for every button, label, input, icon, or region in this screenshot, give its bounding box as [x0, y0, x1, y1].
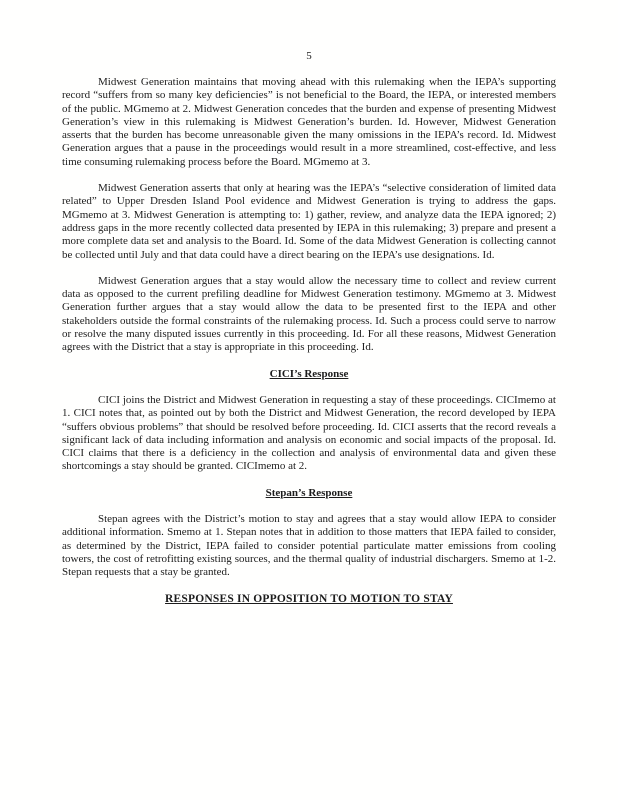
paragraph-midwest-generation-asserts: Midwest Generation asserts that only at hearing was the IEPA’s “selective consideration of limited data related” to Upper Dresden Island Pool evidence and Midwest Generation is trying to address the gaps. MGmemo at 3. Midwest Generation is attempting to: 1) gather, review, and analyze data the IEPA ignored; 2) address gaps in the more recently collected data presented by IEPA in this rulemaking; 3) prepare and present a more complete data set and analysis to the Board. Id. Some of the data Midwest Generation is collecting cannot be collected until July and that data could have a direct bearing on the IEPA’s use designations. Id.: [62, 182, 556, 261]
page-number: 5: [306, 50, 312, 62]
paragraph-midwest-generation-maintains: Midwest Generation maintains that moving ahead with this rulemaking when the IEPA’s supporting record “suffers from so many key deficiencies” is not beneficial to the Board, the IEPA, or interested members of the public. MGmemo at 2. Midwest Generation concedes that the burden and expense of presenting Midwest Generation’s view in this rulemaking is Midwest Generation’s burden. Id. However, Midwest Generation asserts that the burden has become unreasonable given the many omissions in the IEPA’s record. Id. Midwest Generation argues that a pause in the proceedings would result in a more streamlined, cost-effective, and less time consuming rulemaking process before the Board. MGmemo at 3.: [62, 76, 556, 168]
heading-stepan-response: Stepan’s Response: [265, 486, 353, 499]
paragraph-midwest-generation-argues: Midwest Generation argues that a stay would allow the necessary time to collect and review current data as opposed to the current prefiling deadline for Midwest Generation testimony. MGmemo at 3. Midwest Generation further argues that a stay would allow the data to be presented first to the IEPA and other stakeholders outside the formal constraints of the rulemaking process. Id. Such a process could serve to narrow or resolve the many disputed issues currently in this proceeding. Id. For all these reasons, Midwest Generation agrees with the District that a stay is appropriate in this proceeding. Id.: [62, 274, 556, 354]
heading-cici-response: CICI’s Response: [269, 367, 349, 380]
paragraph-stepan-response: Stepan agrees with the District’s motion to stay and agrees that a stay would allow IEPA to consider additional information. Smemo at 1. Stepan notes that in addition to those matters that IEPA failed to consider, as determined by the District, IEPA failed to consider potential particulate matter emissions from cooling towers, the cost of retrofitting existing sources, and the thermal quality of industrial dischargers. Smemo at 1-2. Stepan requests that a stay be granted.: [62, 513, 556, 579]
heading-responses-in-opposition: RESPONSES IN OPPOSITION TO MOTION TO STAY: [165, 592, 453, 605]
paragraph-cici-response: CICI joins the District and Midwest Generation in requesting a stay of these proceedings. CICImemo at 1. CICI notes that, as pointed out by both the District and Midwest Generation, the record developed by IEPA “suffers obvious problems” that should be resolved before proceeding. Id. CICI asserts that the record reveals a significant lack of data including information and analysis on economic and social impacts of the proposal. Id. CICI claims that there is a deficiency in the collection and analysis of environmental data and given these shortcomings a stay should be granted. CICImemo at 2.: [62, 393, 556, 473]
